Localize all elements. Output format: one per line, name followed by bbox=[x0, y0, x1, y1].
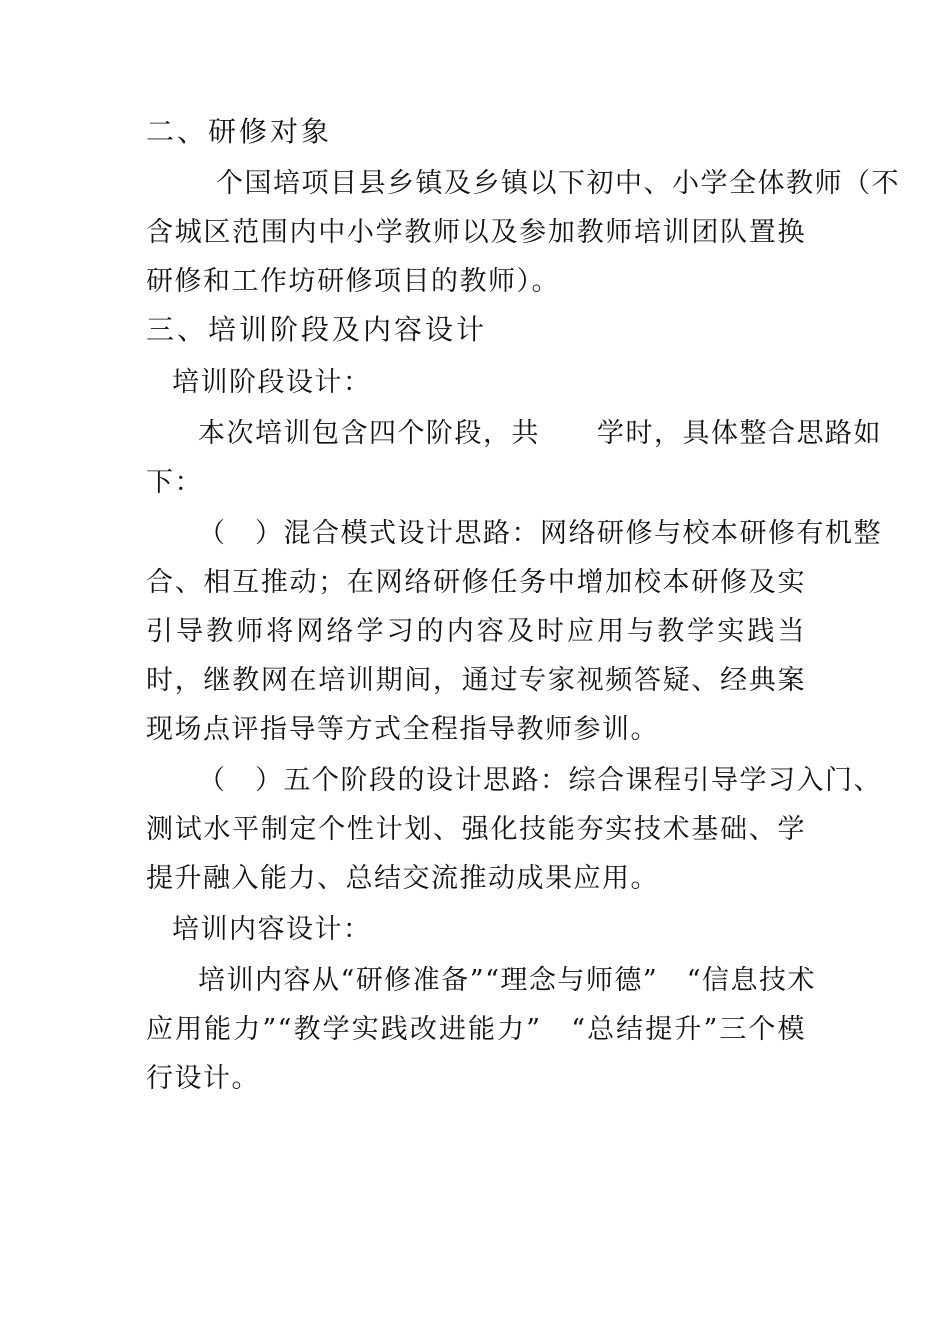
paragraph-line: （ ）混合模式设计思路：网络研修与校本研修有机整 bbox=[198, 518, 882, 549]
paragraph-line: 现场点评指导等方式全程指导教师参训。 bbox=[146, 714, 659, 745]
section-heading-training-stages: 三、培训阶段及内容设计 bbox=[146, 313, 488, 346]
paragraph-line: 引导教师将网络学习的内容及时应用与教学实践当 bbox=[146, 616, 806, 647]
subheading-content-design: 培训内容设计： bbox=[172, 914, 372, 945]
paragraph-line: 研修和工作坊研修项目的教师）。 bbox=[146, 266, 560, 297]
paragraph-line: 测试水平制定个性计划、强化技能夯实技术基础、学 bbox=[146, 814, 806, 845]
paragraph-line: 提升融入能力、总结交流推动成果应用。 bbox=[146, 863, 659, 894]
paragraph-line: 本次培训包含四个阶段，共 学时，具体整合思路如 bbox=[198, 418, 882, 449]
paragraph-line: 培训内容从“研修准备”“理念与师德” “信息技术 bbox=[198, 965, 817, 996]
paragraph-line: 行设计。 bbox=[146, 1063, 260, 1094]
paragraph-line: 下： bbox=[146, 467, 203, 498]
paragraph-line: 含城区范围内中小学教师以及参加教师培训团队置换 bbox=[146, 217, 806, 248]
paragraph-line: 时，继教网在培训期间，通过专家视频答疑、经典案 bbox=[146, 665, 806, 696]
paragraph-line: 合、相互推动；在网络研修任务中增加校本研修及实 bbox=[146, 567, 806, 598]
paragraph-line: （ ）五个阶段的设计思路：综合课程引导学习入门、 bbox=[198, 765, 882, 796]
section-heading-research-targets: 二、研修对象 bbox=[146, 115, 333, 148]
paragraph-line: 应用能力”“教学实践改进能力” “总结提升”三个模 bbox=[146, 1014, 806, 1045]
subheading-stage-design: 培训阶段设计： bbox=[172, 367, 372, 398]
paragraph-line: 个国培项目县乡镇及乡镇以下初中、小学全体教师（不 bbox=[216, 168, 900, 199]
